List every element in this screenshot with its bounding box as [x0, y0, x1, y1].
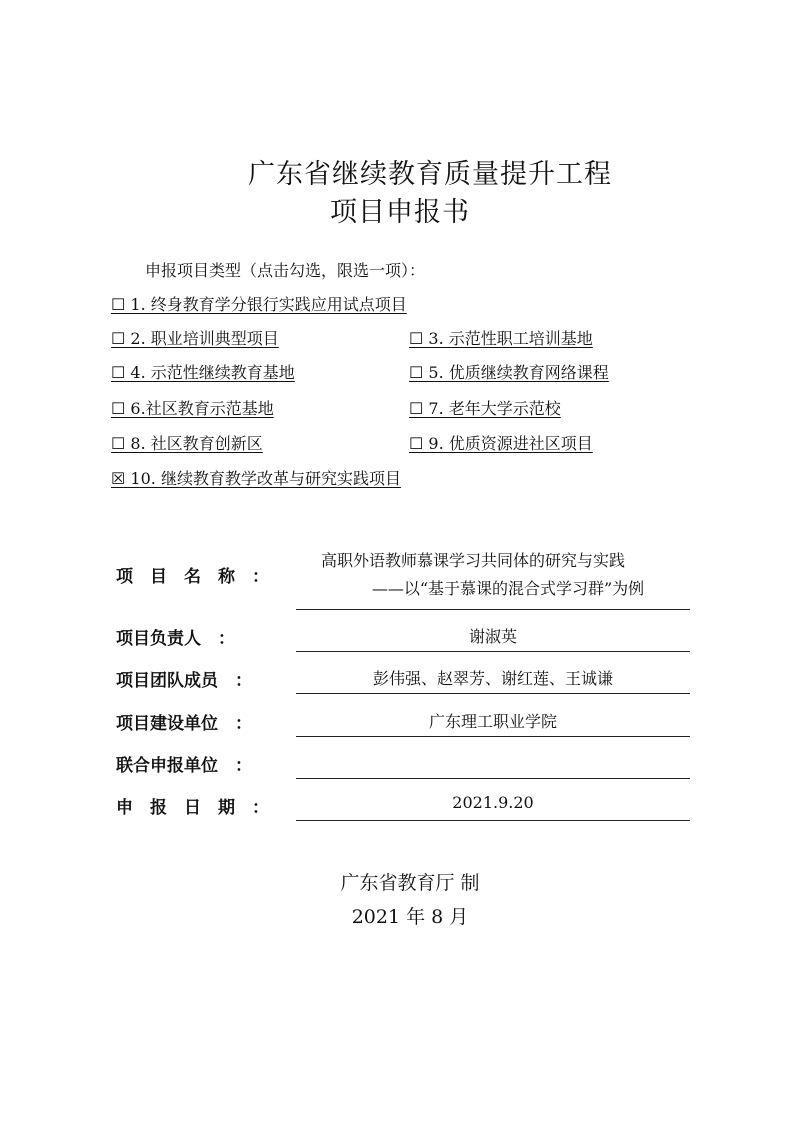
project-name-underline — [296, 609, 690, 610]
option-3-checkbox[interactable]: ☐ 3. 示范性职工培训基地 — [409, 329, 593, 348]
option-10-checkbox[interactable]: ☒ 10. 继续教育教学改革与研究实践项目 — [111, 469, 401, 488]
team-underline — [296, 693, 690, 694]
date-label: 申 报 日 期 ： — [116, 798, 269, 818]
option-1-checkbox[interactable]: ☐ 1. 终身教育学分银行实践应用试点项目 — [111, 295, 407, 314]
leader-value: 谢淑英 — [468, 627, 517, 646]
team-label: 项目团队成员 ： — [116, 671, 252, 691]
unit-underline — [296, 736, 690, 737]
issue-date-text: 2021 年 8 月 — [351, 906, 469, 928]
option-8-checkbox[interactable]: ☐ 8. 社区教育创新区 — [111, 434, 263, 453]
team-value: 彭伟强、赵翠芳、谢红莲、王诚谦 — [372, 669, 613, 688]
unit-label: 项目建设单位 ： — [116, 714, 252, 734]
unit-value: 广东理工职业学院 — [428, 712, 557, 731]
date-underline — [296, 820, 690, 821]
leader-label: 项目负责人 ： — [116, 629, 235, 649]
project-type-prompt: 申报项目类型（点击勾选，限选一项）： — [145, 261, 426, 280]
option-4-checkbox[interactable]: ☐ 4. 示范性继续教育基地 — [111, 363, 295, 382]
option-6-checkbox[interactable]: ☐ 6.社区教育示范基地 — [111, 399, 274, 418]
joint-unit-underline — [296, 778, 690, 779]
leader-underline — [296, 651, 690, 652]
document-subtitle: 项目申报书 — [330, 197, 470, 228]
option-9-checkbox[interactable]: ☐ 9. 优质资源进社区项目 — [409, 434, 593, 453]
issuer-text: 广东省教育厅 制 — [340, 872, 480, 894]
project-name-label: 项 目 名 称 ： — [116, 567, 269, 587]
project-name-value-line2: ——以“基于慕课的混合式学习群”为例 — [371, 579, 645, 598]
date-value: 2021.9.20 — [452, 793, 534, 812]
document-title: 广东省继续教育质量提升工程 — [248, 159, 612, 190]
joint-unit-label: 联合申报单位 ： — [116, 756, 252, 776]
option-7-checkbox[interactable]: ☐ 7. 老年大学示范校 — [409, 399, 561, 418]
option-5-checkbox[interactable]: ☐ 5. 优质继续教育网络课程 — [409, 363, 609, 382]
project-name-value-line1: 高职外语教师慕课学习共同体的研究与实践 — [320, 551, 625, 570]
option-2-checkbox[interactable]: ☐ 2. 职业培训典型项目 — [111, 329, 279, 348]
